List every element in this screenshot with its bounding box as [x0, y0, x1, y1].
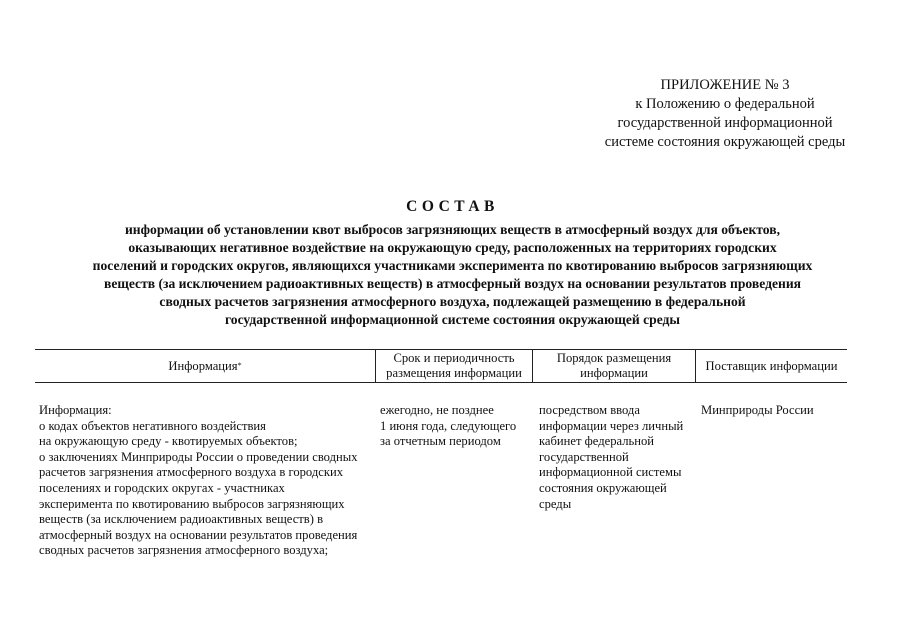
header-order-line-2: информации: [580, 366, 648, 380]
subtitle-line: государственной информационной системе состояния окружающей среды: [224, 312, 681, 327]
appendix-number: ПРИЛОЖЕНИЕ № 3: [660, 77, 790, 93]
appendix-ref-line-2: государственной информационной: [617, 115, 833, 131]
subtitle-line: сводных расчетов загрязнения атмосферного воздуха, подлежащей размещению в федеральной: [159, 294, 746, 309]
cell-line: ежегодно, не позднее: [380, 403, 494, 417]
subtitle-line: веществ (за исключением радиоактивных веществ) в атмосферный воздух на основании результатов проведения: [103, 276, 802, 291]
cell-line: кабинет федеральной: [539, 434, 655, 449]
cell-line: атмосферный воздух на основании результатов проведения: [39, 527, 358, 542]
subtitle-line: информации об установлении квот выбросов загрязняющих веществ в атмосферный воздух для объектов,: [124, 222, 781, 237]
cell-line: состояния окружающей: [539, 480, 667, 495]
cell-line: о кодах объектов негативного воздействия: [39, 418, 266, 433]
cell-line: сводных расчетов загрязнения атмосферного воздуха;: [39, 543, 329, 558]
cell-term: [380, 403, 530, 450]
cell-line: на окружающую среду - квотируемых объектов;: [39, 434, 298, 449]
cell-line: Информация:: [39, 403, 112, 417]
cell-line: за отчетным периодом: [380, 434, 501, 449]
appendix-ref-line-3: системе состояния окружающей среды: [604, 134, 846, 150]
table-header-row: [35, 349, 847, 383]
header-order: [532, 350, 695, 382]
subtitle-line: оказывающих негативное воздействие на окружающую среду, расположенных на территориях городских: [128, 240, 777, 255]
header-term-line-1: Срок и периодичность: [393, 351, 515, 365]
header-order-line-1: Порядок размещения: [556, 351, 672, 365]
document-subtitle: [30, 221, 875, 329]
cell-supplier: [701, 403, 847, 419]
cell-line: среды: [539, 496, 572, 511]
header-info-label: Информация: [168, 358, 238, 373]
cell-line: информационной системы: [539, 465, 682, 480]
cell-line: 1 июня года, следующего: [380, 418, 517, 433]
info-table: [35, 349, 847, 558]
cell-line: о заключениях Минприроды России о проведении сводных: [39, 449, 358, 464]
header-info: Информация *: [168, 358, 242, 373]
appendix-ref-line-1: к Положению о федеральной: [635, 96, 815, 112]
header-supplier: Поставщик информации: [695, 350, 847, 382]
cell-line: Минприроды России: [701, 403, 814, 417]
header-term: [375, 350, 532, 382]
document-title: СОСТАВ: [406, 198, 499, 215]
cell-info: [39, 403, 374, 559]
cell-line: информации через личный: [539, 418, 684, 433]
cell-line: веществ (за исключением радиоактивных веществ) в: [39, 512, 324, 527]
subtitle-line: поселений и городских округов, являющихся участниками эксперимента по квотированию выбросов загрязняющих: [92, 258, 813, 273]
cell-line: поселениях и городских округах - участниках: [39, 480, 285, 495]
cell-line: государственной: [539, 449, 629, 464]
header-term-line-2: размещения информации: [386, 366, 522, 380]
cell-order: [539, 403, 694, 512]
cell-line: расчетов загрязнения атмосферного воздуха в городских: [39, 465, 343, 480]
cell-line: эксперимента по квотированию выбросов загрязняющих: [39, 496, 345, 511]
appendix-header: [560, 76, 890, 152]
cell-line: посредством ввода: [539, 403, 640, 417]
